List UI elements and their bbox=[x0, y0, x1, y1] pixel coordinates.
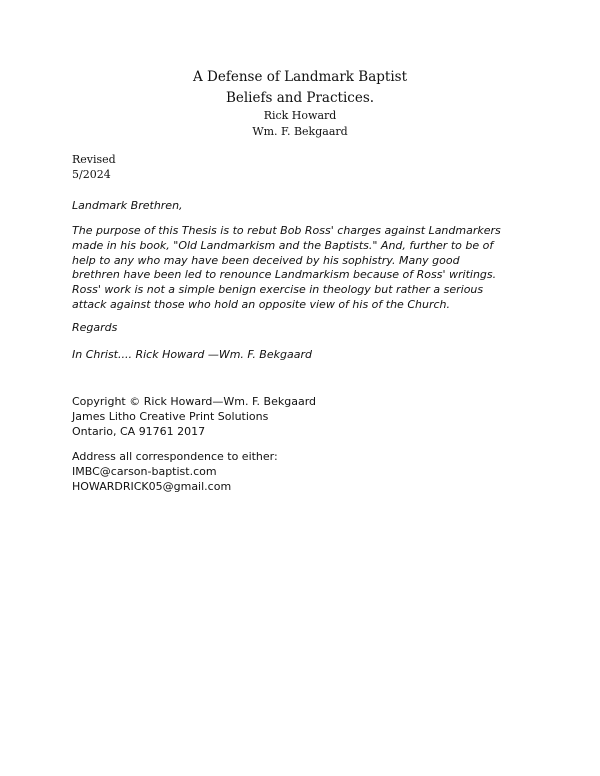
copyright-block bbox=[72, 395, 532, 439]
email-1: IMBC@carson-baptist.com bbox=[72, 464, 217, 478]
body-line: Ross' work is not a simple benign exercise in theology but rather a serious bbox=[72, 283, 484, 297]
closing: Regards bbox=[72, 321, 118, 334]
contact-block bbox=[72, 450, 532, 494]
title-line-2: Beliefs and Practices. bbox=[225, 90, 375, 106]
copyright-line: Copyright © Rick Howard—Wm. F. Bekgaard bbox=[72, 395, 317, 408]
revised-label: Revised bbox=[72, 153, 116, 166]
address-label: Address all correspondence to either: bbox=[72, 450, 278, 463]
author-1: Rick Howard bbox=[263, 109, 337, 122]
body-line: The purpose of this Thesis is to rebut Bob Ross' charges against Landmarkers bbox=[72, 224, 501, 237]
title-line-1: A Defense of Landmark Baptist bbox=[193, 69, 407, 85]
signature: In Christ.... Rick Howard —Wm. F. Bekgaard bbox=[72, 348, 312, 361]
publisher-line: James Litho Creative Print Solutions bbox=[72, 409, 269, 423]
location-line: Ontario, CA 91761 2017 bbox=[72, 424, 206, 438]
revision-block bbox=[72, 152, 116, 182]
body-line: attack against those who hold an opposite view of his of the Church. bbox=[72, 297, 450, 311]
body-line: help to any who may have been deceived by his sophistry. Many good bbox=[72, 253, 460, 267]
revised-date: 5/2024 bbox=[72, 168, 111, 181]
salutation: Landmark Brethren, bbox=[72, 199, 183, 212]
body-line: made in his book, "Old Landmarkism and the Baptists." And, further to be of bbox=[72, 238, 494, 252]
body-line: brethren have been led to renounce Landmarkism because of Ross' writings. bbox=[72, 268, 497, 282]
author-2: Wm. F. Bekgaard bbox=[252, 125, 348, 138]
body-paragraph bbox=[72, 224, 532, 313]
email-2: HOWARDRICK05@gmail.com bbox=[72, 479, 232, 493]
